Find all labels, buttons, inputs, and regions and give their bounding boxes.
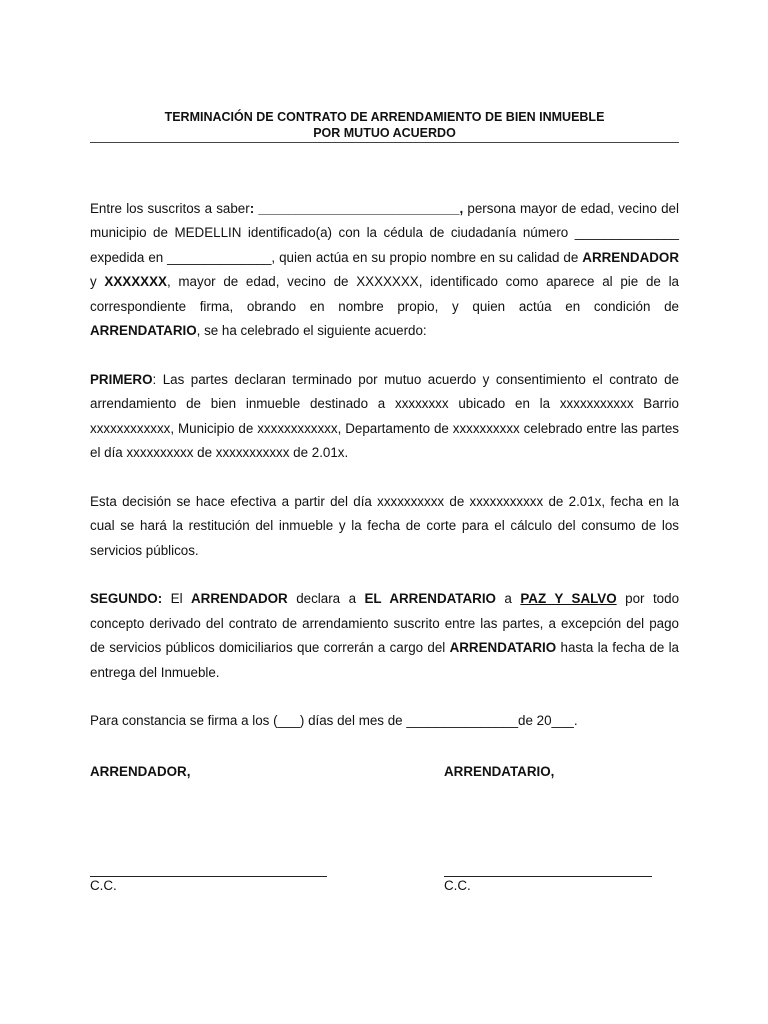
- intro-paragraph: [90, 197, 679, 343]
- segundo-text-5: hasta la fecha de la entrega del Inmueble.: [90, 640, 679, 680]
- intro-text-3: y: [90, 274, 105, 290]
- segundo-label: SEGUNDO:: [90, 591, 163, 607]
- intro-text-2: persona mayor de edad, vecino del municipio de MEDELLIN identificado(a) con la cédula de ciudadanía número ______________ expedida en ______________, quien actúa en su propio nombre en su calidad de: [90, 201, 679, 265]
- document-body: [90, 197, 679, 758]
- segundo-text-3: a: [495, 591, 521, 607]
- segundo-text-4: por todo concepto derivado del contrato de arrendamiento suscrito entre las partes, a excepción del pago de servicios públicos domiciliarios que correrán a cargo del: [90, 591, 680, 656]
- segundo-paz-y-salvo: PAZ Y SALVO: [520, 591, 617, 607]
- segundo-text-1: El: [162, 591, 192, 607]
- segundo-el-arrendatario: EL ARRENDATARIO: [364, 591, 496, 607]
- intro-name-blank: ___________________________,: [254, 201, 464, 216]
- signature-line-arrendador: [90, 876, 327, 877]
- intro-placeholder-name: XXXXXXX: [104, 274, 167, 290]
- intro-arrendatario: ARRENDATARIO: [90, 323, 197, 339]
- title-line-2: POR MUTUO ACUERDO: [313, 126, 456, 140]
- signature-line-arrendatario: [444, 876, 652, 877]
- intro-text-4: , mayor de edad, vecino de XXXXXXX, identificado como aparece al pie de la correspondiente firma, obrando en nombre propio, y quien actúa en condición de: [90, 274, 679, 314]
- primero-label: PRIMERO: [90, 371, 153, 387]
- intro-text-5: , se ha celebrado el siguiente acuerdo:: [196, 323, 427, 339]
- decision-paragraph: Esta decisión se hace efectiva a partir del día xxxxxxxxxx de xxxxxxxxxxx de 2.01x, fecha en la cual se hará la restitución del inmueble y la fecha de corte para el cálculo del consumo de los servicios públicos.: [90, 493, 679, 558]
- signature-cc-arrendatario: C.C.: [444, 878, 471, 893]
- intro-arrendador: ARRENDADOR: [582, 249, 679, 265]
- segundo-arrendador: ARRENDADOR: [191, 591, 288, 607]
- segundo-text-2: declara a: [287, 591, 365, 607]
- signature-label-arrendatario: ARRENDATARIO,: [444, 764, 555, 779]
- primero-paragraph: [90, 368, 679, 466]
- constancia-paragraph: Para constancia se firma a los (___) días del mes de _______________de 20___.: [90, 713, 578, 729]
- title-line-1: TERMINACIÓN DE CONTRATO DE ARRENDAMIENTO DE BIEN INMUEBLE: [164, 110, 605, 124]
- signature-label-arrendador: ARRENDADOR,: [90, 764, 191, 779]
- intro-text-1: Entre los suscritos a saber: [90, 201, 250, 216]
- intro-colon: :: [249, 201, 255, 216]
- segundo-arrendatario: ARRENDATARIO: [449, 640, 557, 656]
- document-title: [90, 109, 679, 143]
- primero-text: : Las partes declaran terminado por mutuo acuerdo y consentimiento el contrato de arrendamiento de bien inmueble destinado a xxxxxxxx ubicado en la xxxxxxxxxxx Barrio xxxxxxxxxxxx, Municipio de xxxxxxxxxxxx, Departamento de xxxxxxxxxx celebrado entre las partes el día xxxxxxxxxx de xxxxxxxxxxx de 2.01x.: [90, 371, 679, 461]
- segundo-paragraph: [90, 587, 679, 685]
- signature-cc-arrendador: C.C.: [90, 878, 117, 893]
